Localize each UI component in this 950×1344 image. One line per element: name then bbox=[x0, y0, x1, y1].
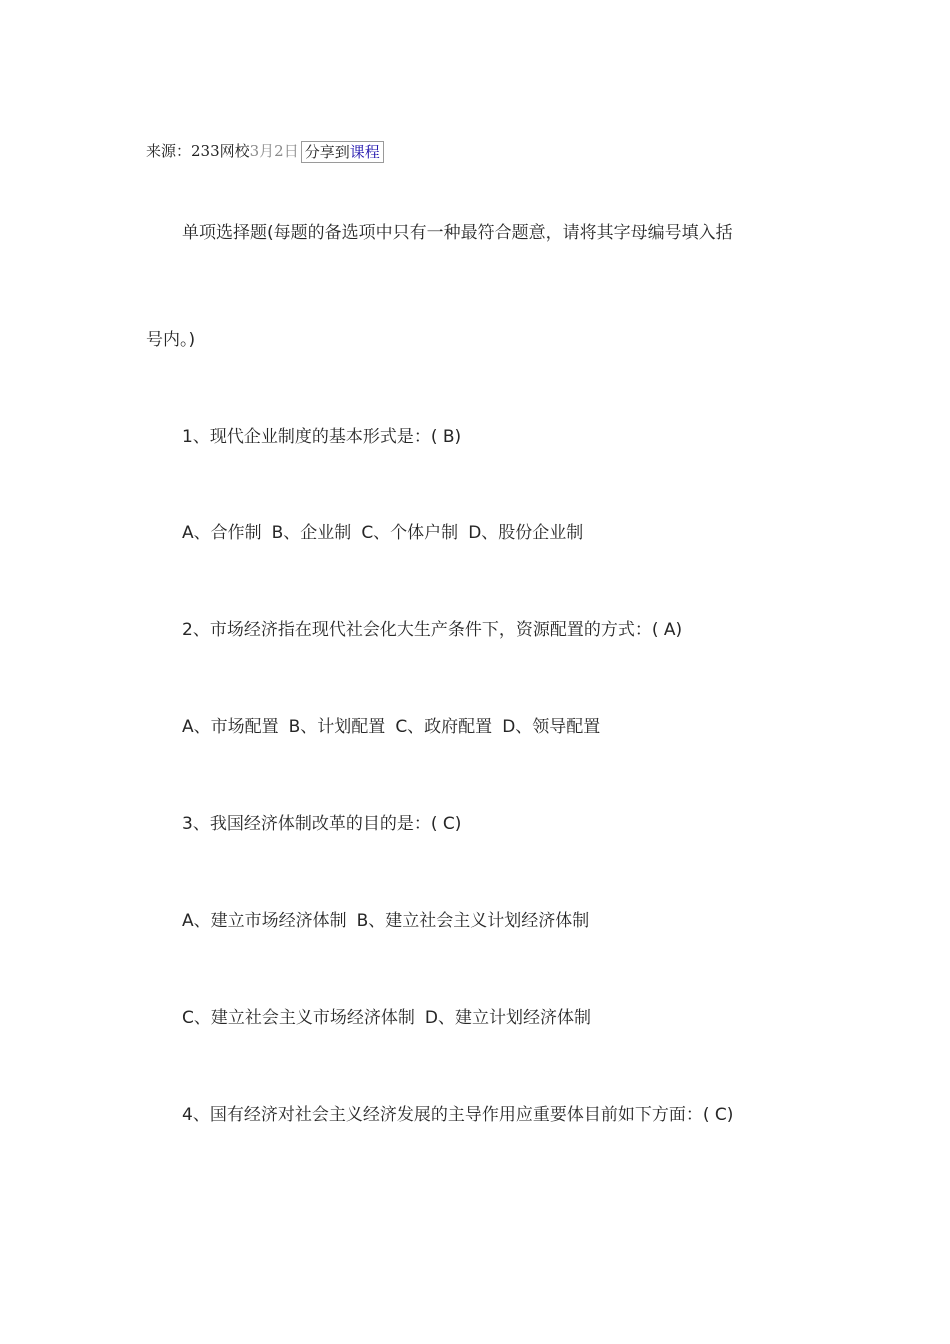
option-d: D、股份企业制 bbox=[468, 523, 584, 543]
question-4: 4、国有经济对社会主义经济发展的主导作用应重要体目前如下方面：( C) bbox=[182, 1105, 734, 1125]
share-prefix: 分享到 bbox=[304, 143, 350, 161]
option-a: A、合作制 bbox=[182, 523, 262, 543]
question-3: 3、我国经济体制改革的目的是：( C) bbox=[182, 814, 462, 834]
option-b: B、建立社会主义计划经济体制 bbox=[356, 911, 590, 931]
option-d: D、建立计划经济体制 bbox=[424, 1008, 591, 1028]
question-1-options bbox=[182, 520, 583, 546]
share-course-link[interactable]: 课程 bbox=[349, 143, 380, 161]
option-b: B、企业制 bbox=[271, 523, 352, 543]
share-button[interactable] bbox=[301, 141, 384, 163]
question-3-options-row-2 bbox=[182, 1005, 591, 1031]
source-date: 3月2日 bbox=[249, 142, 299, 160]
intro-line-1: 单项选择题(每题的备选项中只有一种最符合题意，请将其字母编号填入括 bbox=[182, 223, 733, 243]
option-a: A、建立市场经济体制 bbox=[182, 911, 347, 931]
source-label: 来源：233网校 bbox=[146, 142, 250, 160]
question-1: 1、现代企业制度的基本形式是：( B) bbox=[182, 427, 462, 447]
question-3-options-row-1 bbox=[182, 908, 589, 934]
option-c: C、政府配置 bbox=[395, 717, 493, 737]
option-c: C、建立社会主义市场经济体制 bbox=[182, 1008, 415, 1028]
option-d: D、领导配置 bbox=[502, 717, 601, 737]
option-a: A、市场配置 bbox=[182, 717, 279, 737]
option-b: B、计划配置 bbox=[288, 717, 386, 737]
question-2-options bbox=[182, 714, 600, 740]
question-2: 2、市场经济指在现代社会化大生产条件下，资源配置的方式：( A) bbox=[182, 620, 683, 640]
option-c: C、个体户制 bbox=[361, 523, 459, 543]
intro-line-2: 号内。) bbox=[146, 330, 196, 350]
source-line bbox=[146, 139, 384, 163]
